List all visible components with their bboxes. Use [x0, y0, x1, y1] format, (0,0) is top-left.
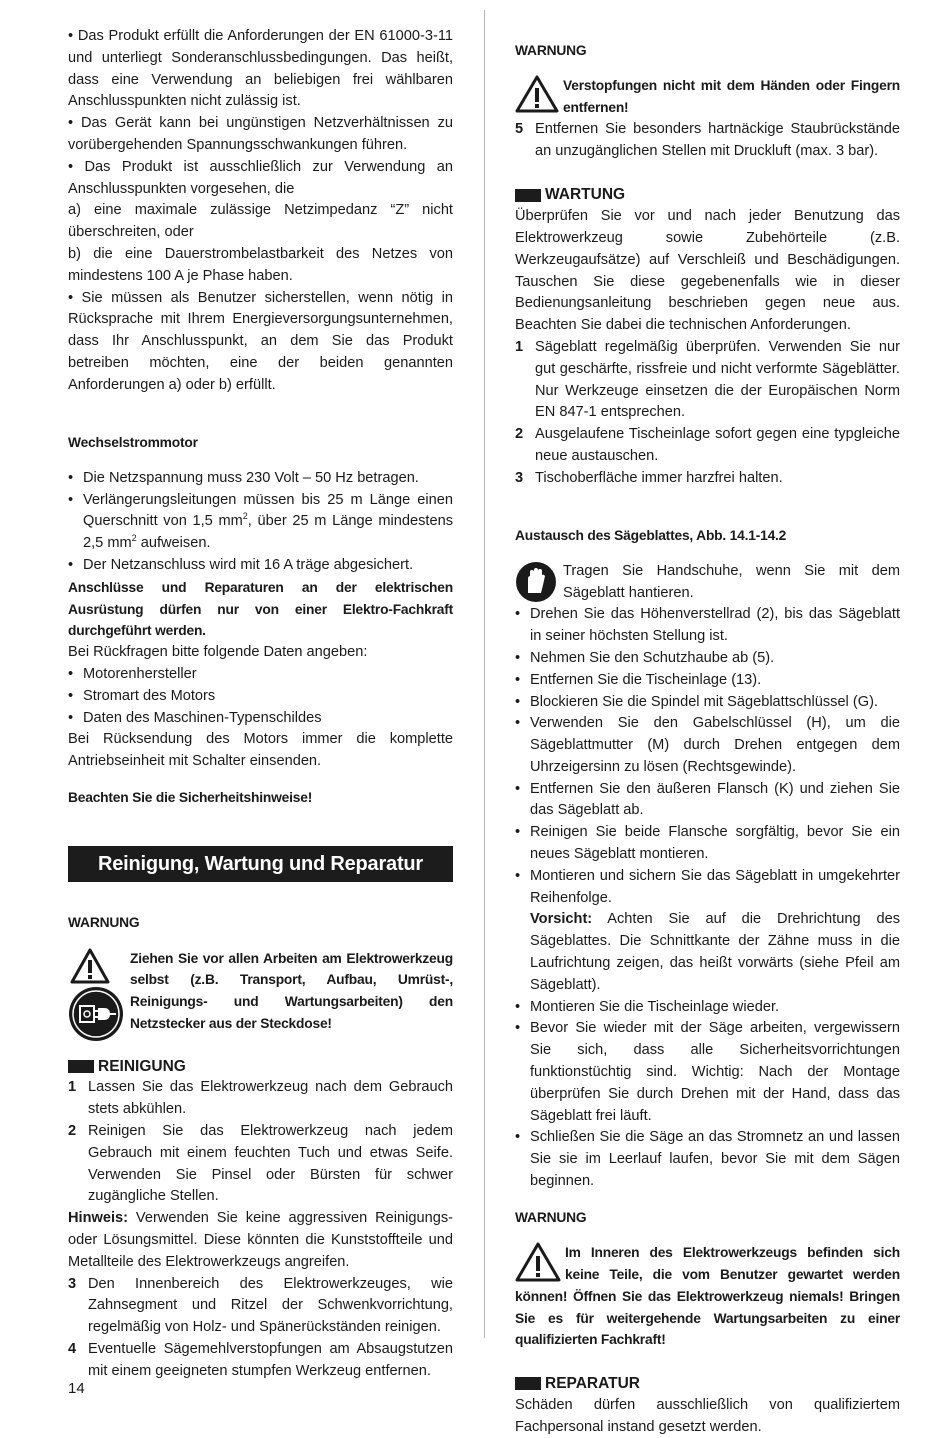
- sicherheit-text: Beachten Sie die Sicherheitshinweise!: [68, 789, 313, 805]
- warning-label: WARNUNG: [515, 42, 587, 58]
- list-item: • Drehen Sie das Höhenverstellrad (2), bis das Sägeblatt in seiner höchsten Stellung ist.: [515, 604, 900, 648]
- list-item: • Reinigen Sie beide Flansche sorgfältig, bevor Sie ein neues Sägeblatt montieren.: [515, 822, 900, 866]
- list-item: • Entfernen Sie die Tischeinlage (13).: [515, 670, 900, 692]
- list-item: • Der Netzanschluss wird mit 16 A träge abgesichert.: [68, 555, 453, 577]
- list-item: • Bevor Sie wieder mit der Säge arbeiten, vergewissern Sie sich, dass alle Sicherheitsvorrichtungen funktionstüchtig sind. Wichtig: Nach der Montage überprüfen Sie durch Drehen mit der Hand, dass das Sägeblatt frei läuft.: [515, 1018, 900, 1127]
- list-item: • Entfernen Sie den äußeren Flansch (K) und ziehen Sie das Sägeblatt ab.: [515, 779, 900, 823]
- unplug-icon: [68, 986, 124, 1042]
- page-number: 14: [68, 1380, 85, 1397]
- wartung-heading: WARTUNG: [515, 184, 900, 206]
- warning-triangle-icon: [515, 75, 559, 113]
- vorsicht-text: Vorsicht: Achten Sie auf die Drehrichtung des Sägeblattes. Die Schnittkante der Zähne muss in die Laufrichtung zeigen, das heißt vorwärts (siehe Pfeil am Sägeblatt).: [530, 911, 900, 993]
- list-item: 3 Den Innenbereich des Elektrowerkzeuges, wie Zahnsegment und Ritzel der Schwenkvorrichtung, regelmäßig von Holz- und Spänerückständen reinigen.: [68, 1275, 453, 1336]
- column-divider: [484, 10, 485, 1338]
- gloves-note: [515, 561, 900, 605]
- warning-text: Im Inneren des Elektrowerkzeugs befinden sich keine Teile, die vom Benutzer gewartet werden können! Öffnen Sie das Elektrowerkzeug niemals! Bringen Sie es für weitergehende Wartungsarbeiten zu einer qualifizierten Fachkraft!: [515, 1245, 900, 1348]
- ruecksendung-text: Bei Rücksendung des Motors immer die komplette Antriebseinheit mit Schalter einsenden.: [68, 731, 453, 770]
- list-item: • Stromart des Motors: [68, 686, 453, 708]
- hinweis-text: Hinweis: Verwenden Sie keine aggressiven Reinigungs- oder Lösungsmittel. Diese könnten die Kunststoffteile und Metallteile des Elektrowerkzeugs angreifen.: [68, 1210, 453, 1270]
- warning-label: WARNUNG: [515, 1209, 587, 1225]
- anschluss-warning: Anschlüsse und Reparaturen an der elektrischen Ausrüstung dürfen nur von einer Elektro-Fachkraft durchgeführt werden.: [68, 579, 453, 639]
- list-item: 3 Tischoberfläche immer harzfrei halten.: [515, 469, 783, 486]
- list-item: • Daten des Maschinen-Typenschildes: [68, 708, 453, 730]
- gloves-icon: [515, 561, 557, 603]
- list-item: 1 Lassen Sie das Elektrowerkzeug nach dem Gebrauch stets abkühlen.: [68, 1079, 453, 1118]
- paragraph-option-b: b) die eine Dauerstrombelastbarkeit des Netzes von mindestens 100 A je Phase haben.: [68, 245, 453, 284]
- paragraph-netz: • Das Gerät kann bei ungünstigen Netzverhältnissen zu vorübergehenden Spannungsschwankungen führen.: [68, 115, 453, 153]
- gloves-text: Tragen Sie Handschuhe, wenn Sie mit dem Sägeblatt hantieren.: [563, 562, 900, 601]
- warning-text: Ziehen Sie vor allen Arbeiten am Elektrowerkzeug selbst (z.B. Transport, Aufbau, Umrüst-, Reinigungs- und Wartungsarbeiten) den Netzstecker aus der Steckdose!: [130, 950, 453, 1032]
- list-item: • Motorenhersteller: [68, 664, 453, 686]
- section-title: Reinigung, Wartung und Reparatur: [68, 846, 453, 882]
- paragraph-norm: • Das Produkt erfüllt die Anforderungen der EN 61000-3-11 und unterliegt Sonderanschlussbedingungen. Das heißt, dass eine Verwendung an beliebigen frei wählbaren Anschlusspunkten nicht zulässig ist.: [68, 28, 453, 110]
- list-item: • Die Netzspannung muss 230 Volt – 50 Hz betragen.: [68, 468, 453, 490]
- wartung-intro: Überprüfen Sie vor und nach jeder Benutzung das Elektrowerkzeug sowie Zubehörteile (z.B. Werkzeugaufsätze) auf Verschleiß und Beschädigungen. Tauschen Sie diese gegebenenfalls wie in dieser Bedienungsanleitung beschrieben gegen neue aus. Beachten Sie dabei die technischen Anforderungen.: [515, 208, 900, 334]
- paragraph-option-a: a) eine maximale zulässige Netzimpedanz “Z” nicht überschreiten, oder: [68, 202, 453, 241]
- list-item: • Montieren und sichern Sie das Sägeblatt in umgekehrter Reihenfolge.: [515, 866, 900, 910]
- warning-text: Verstopfungen nicht mit dem Händen oder Fingern entfernen!: [563, 78, 900, 116]
- list-item: • Blockieren Sie die Spindel mit Sägeblattschlüssel (G).: [515, 692, 900, 714]
- right-column: [515, 26, 900, 1438]
- list-item: • Schließen Sie die Säge an das Stromnetz an und lassen Sie sie im Leerlauf laufen, bevor Sie mit dem Sägen beginnen.: [515, 1127, 900, 1192]
- list-item: 1 Sägeblatt regelmäßig überprüfen. Verwenden Sie nur gut geschärfte, rissfreie und nicht verformte Sägeblätter. Nur Werkzeuge einsetzen die der Europäischen Norm EN 847-1 entsprechen.: [515, 338, 900, 421]
- warning-triangle-icon: [70, 948, 110, 984]
- paragraph-benutzer: • Sie müssen als Benutzer sicherstellen, wenn nötig in Rücksprache mit Ihrem Energieversorgungsunternehmen, dass Ihr Anschlusspunkt, an dem Sie das Produkt betreiben möchten, eine der beiden genannten Anforderungen a) oder b) erfüllt.: [68, 289, 453, 393]
- list-item: 5 Entfernen Sie besonders hartnäckige Staubrückstände an unzugänglichen Stellen mit Druckluft (max. 3 bar).: [515, 120, 900, 159]
- warning-triangle-icon: [515, 1242, 561, 1282]
- motor-heading: Wechselstrommotor: [68, 435, 198, 451]
- list-item: 4 Eventuelle Sägemehlverstopfungen am Absaugstutzen mit einem geeigneten stumpfen Werkzeug entfernen.: [68, 1341, 453, 1379]
- warning-block: [515, 75, 900, 119]
- rueckfragen-text: Bei Rückfragen bitte folgende Daten angeben:: [68, 644, 368, 661]
- reinigung-heading: REINIGUNG: [68, 1056, 453, 1078]
- list-item: 2 Ausgelaufene Tischeinlage sofort gegen eine typgleiche neue austauschen.: [515, 426, 900, 464]
- warning-block-2: [515, 1242, 900, 1351]
- reparatur-text: Schäden dürfen ausschließlich von qualifiziertem Fachpersonal instand gesetzt werden.: [515, 1396, 900, 1435]
- list-item: • Nehmen Sie den Schutzhaube ab (5).: [515, 648, 900, 670]
- list-item: • Montieren Sie die Tischeinlage wieder.: [515, 997, 900, 1019]
- list-item: 2 Reinigen Sie das Elektrowerkzeug nach jedem Gebrauch mit einem feuchten Tuch und etwas Seife. Verwenden Sie Pinsel oder Bürsten für schwer zugängliche Stellen.: [68, 1123, 453, 1205]
- left-column: [68, 26, 453, 1383]
- austausch-heading: Austausch des Sägeblattes, Abb. 14.1-14.2: [515, 528, 787, 544]
- list-item: • Verlängerungsleitungen müssen bis 25 m Länge einen Querschnitt von 1,5 $mm^2$, über 25 m Länge mindestens 2,5 $mm^2$ aufweisen.: [68, 490, 453, 555]
- warning-block: [68, 948, 453, 1042]
- reparatur-heading: REPARATUR: [515, 1373, 900, 1395]
- paragraph-anschlusspunkte: • Das Produkt ist ausschließlich zur Verwendung an Anschlusspunkten vorgesehen, die: [68, 158, 453, 197]
- warning-label: WARNUNG: [68, 915, 140, 931]
- list-item: • Verwenden Sie den Gabelschlüssel (H), um die Sägeblattmutter (M) durch Drehen entgegen dem Uhrzeigersinn zu lösen (Rechtsgewinde).: [515, 713, 900, 778]
